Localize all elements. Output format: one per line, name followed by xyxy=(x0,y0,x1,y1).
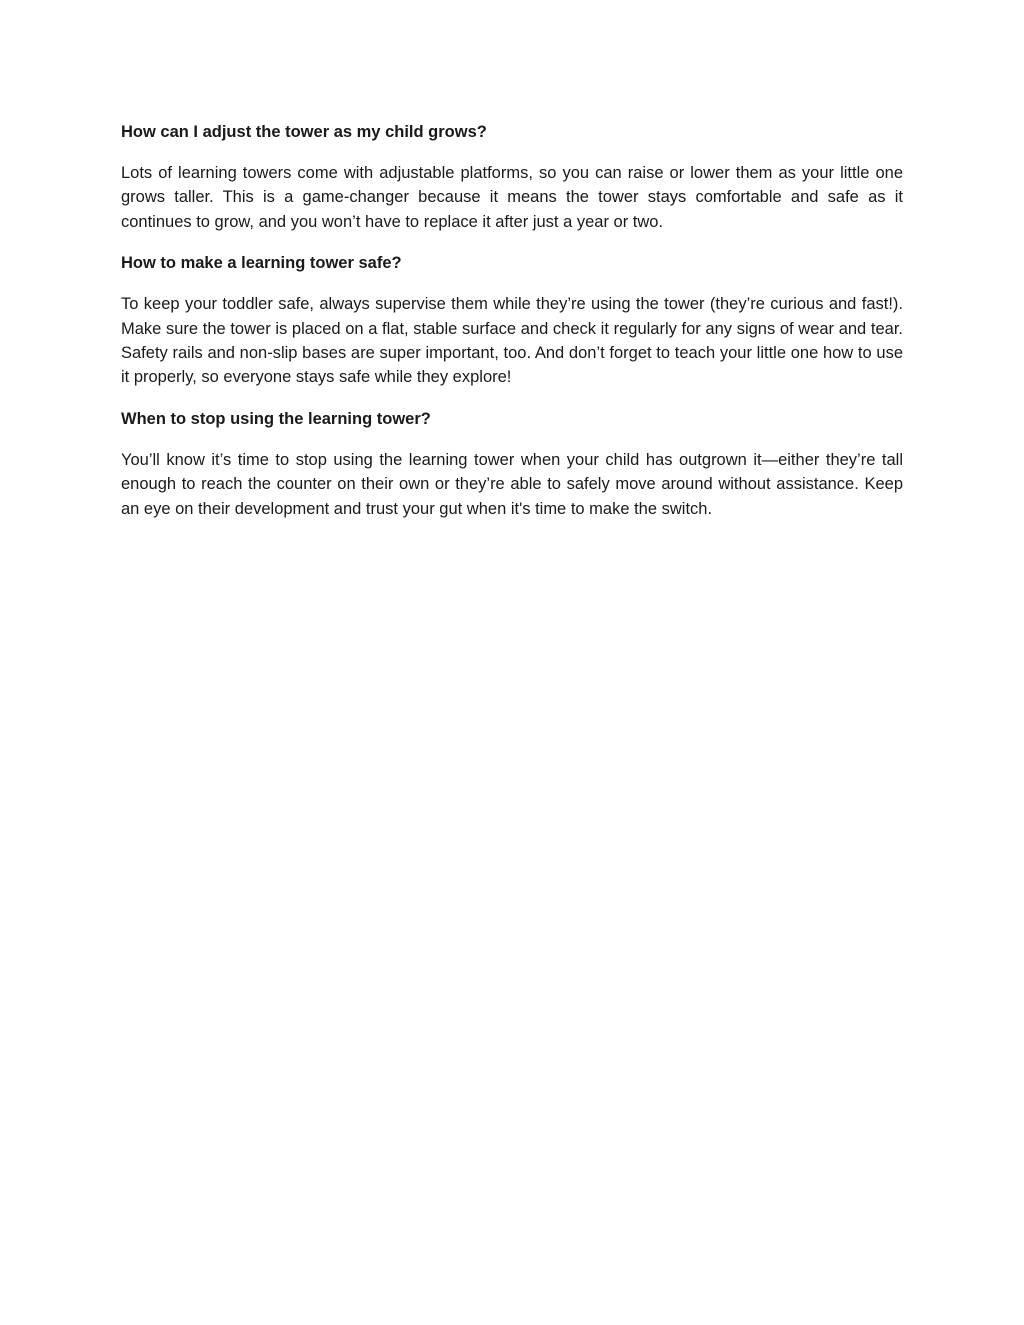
faq-heading-tower-safety: How to make a learning tower safe? xyxy=(121,254,402,273)
faq-heading-adjust-tower: How can I adjust the tower as my child grows? xyxy=(121,123,487,141)
faq-answer-tower-safety: To keep your toddler safe, always supervise them while they’re using the tower (they’re curious and fast!). Make sure the tower is placed on a flat, stable surface and check it regularly for any signs of wear and tear. Safety rails and non-slip bases are super important, too. And don’t forget to teach your little one how to use it properly, so everyone stays safe while they explore! xyxy=(121,295,903,387)
faq-answer-adjust-tower: Lots of learning towers come with adjustable platforms, so you can raise or lower them as your little one grows taller. This is a game-changer because it means the tower stays comfortable and safe as it continues to grow, and you won’t have to replace it after just a year or two. xyxy=(121,164,903,231)
faq-answer-stop-using: You’ll know it’s time to stop using the learning tower when your child has outgrown it—either they’re tall enough to reach the counter on their own or they’re able to safely move around without assistance. Keep an eye on their development and trust your gut when it's time to make the switch. xyxy=(121,450,903,518)
faq-heading-stop-using: When to stop using the learning tower? xyxy=(121,409,431,428)
document-content xyxy=(121,120,903,538)
